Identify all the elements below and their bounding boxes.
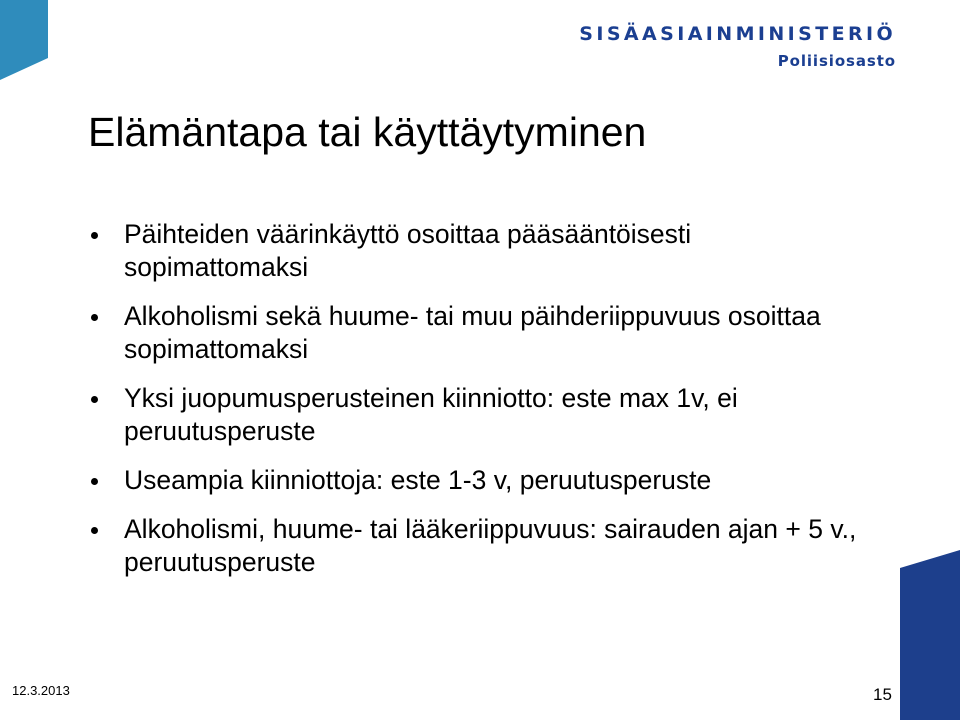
bullet-icon [91, 396, 98, 403]
bullet-icon [91, 232, 98, 239]
bullet-list [88, 218, 878, 595]
organization-name: SISÄASIAINMINISTERIÖ [579, 23, 896, 45]
bullet-icon [91, 314, 98, 321]
bullet-icon [91, 478, 98, 485]
bullet-icon [91, 527, 98, 534]
bullet-text: Alkoholismi sekä huume- tai muu päihderiippuvuus osoittaa sopimattomaksi [124, 301, 821, 364]
slide-title: Elämäntapa tai käyttäytyminen [88, 109, 647, 155]
bullet-text: Päihteiden väärinkäyttö osoittaa pääsääntöisesti sopimattomaksi [124, 219, 692, 282]
bullet-text: Yksi juopumusperusteinen kiinniotto: este max 1v, ei peruutusperuste [124, 383, 738, 446]
bullet-text: Alkoholismi, huume- tai lääkeriippuvuus: sairauden ajan + 5 v., peruutusperuste [124, 514, 857, 577]
department-name: Poliisiosasto [777, 52, 896, 70]
bullet-item [88, 382, 878, 448]
bullet-item [88, 218, 878, 284]
footer-date: 12.3.2013 [12, 683, 70, 698]
corner-decoration-top-left [0, 0, 48, 80]
corner-decoration-bottom-right [900, 550, 960, 720]
organization-logo [579, 22, 896, 72]
bullet-item [88, 513, 878, 579]
bullet-item [88, 300, 878, 366]
bullet-text: Useampia kiinniottoja: este 1-3 v, peruutusperuste [124, 465, 712, 495]
page-number: 15 [873, 685, 892, 704]
bullet-item [88, 464, 878, 497]
